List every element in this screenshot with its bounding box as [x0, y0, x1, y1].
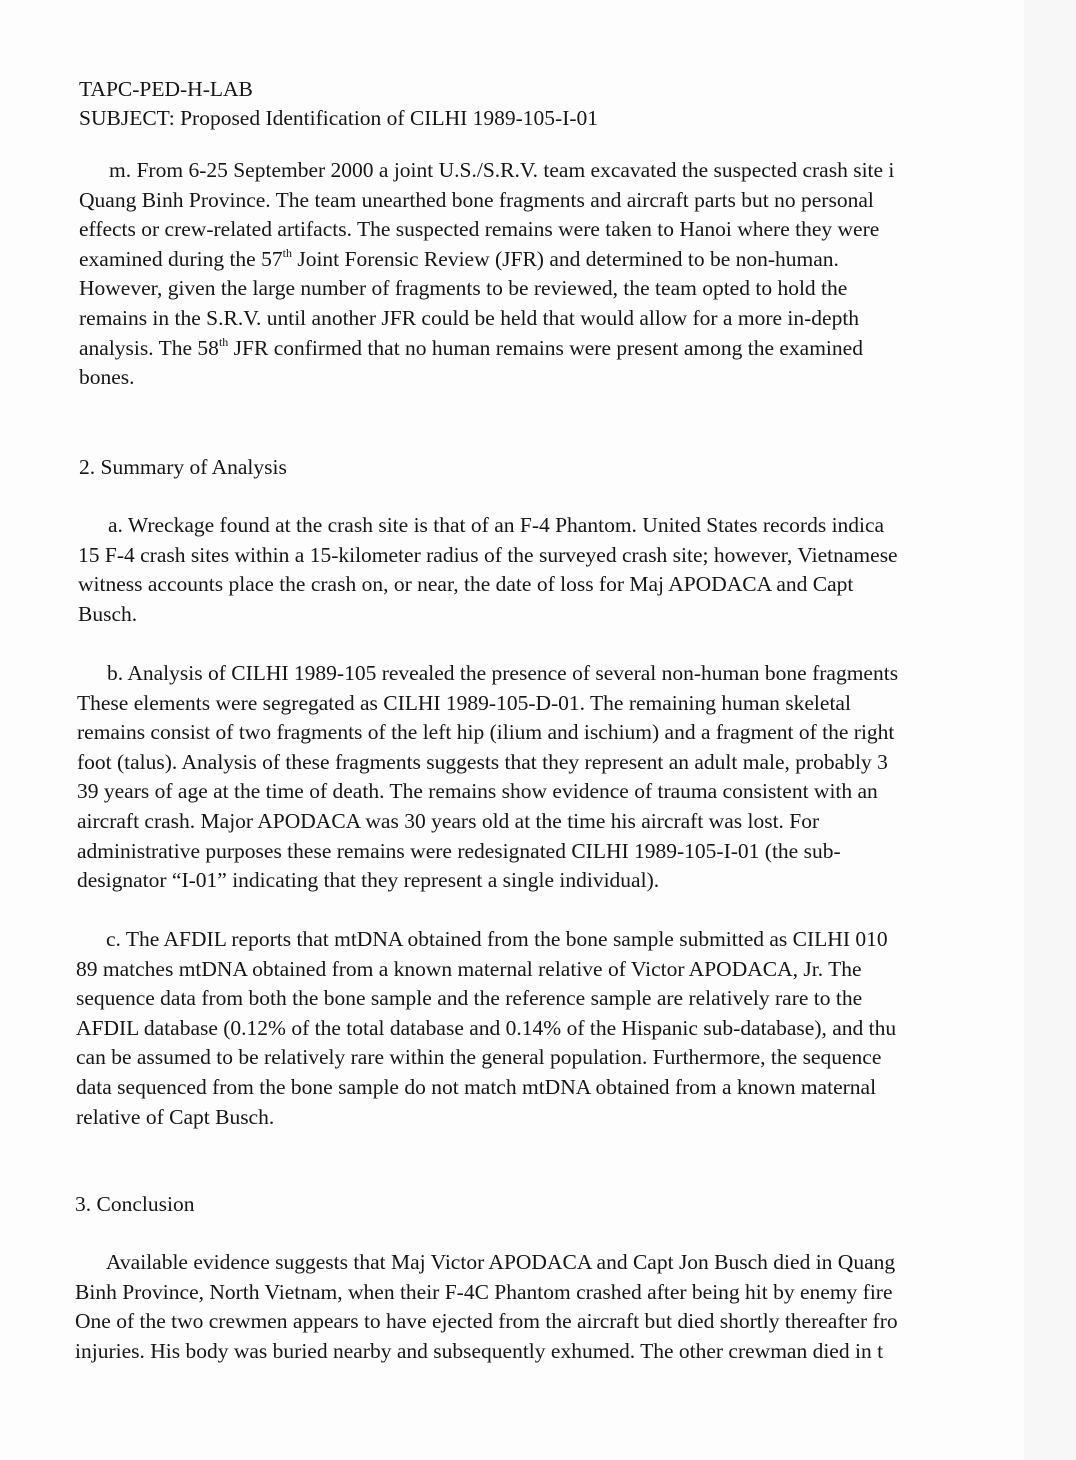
paragraph-a [0, 511, 1076, 629]
paragraph-line: 39 years of age at the time of death. The remains show evidence of trauma consistent with an [77, 779, 878, 804]
section-heading-summary: 2. Summary of Analysis [79, 455, 287, 479]
paragraph-line: designator “I-01” indicating that they represent a single individual). [77, 868, 660, 893]
paragraph-c [0, 925, 1076, 1132]
paragraph-m [0, 156, 1076, 393]
paragraph-line: examined during the 57th Joint Forensic Review (JFR) and determined to be non-human. [79, 245, 839, 271]
paragraph-line: can be assumed to be relatively rare within the general population. Furthermore, the sequence [76, 1045, 882, 1070]
paragraph-b [0, 659, 1076, 896]
paragraph-line: a. Wreckage found at the crash site is that of an F-4 Phantom. United States records indica [108, 513, 885, 537]
paragraph-line: One of the two crewmen appears to have ejected from the aircraft but died shortly thereafter fro [75, 1309, 898, 1334]
office-symbol: TAPC-PED-H-LAB [79, 77, 253, 101]
paragraph-line: remains consist of two fragments of the left hip (ilium and ischium) and a fragment of the right [77, 720, 895, 745]
paragraph-line: Binh Province, North Vietnam, when their F-4C Phantom crashed after being hit by enemy fire [75, 1279, 893, 1304]
paragraph-line: Available evidence suggests that Maj Victor APODACA and Capt Jon Busch died in Quang [106, 1250, 896, 1274]
paragraph-line: injuries. His body was buried nearby and subsequently exhumed. The other crewman died in t [75, 1338, 884, 1363]
paragraph-line: foot (talus). Analysis of these fragments suggests that they represent an adult male, probably 3 [77, 749, 888, 774]
paragraph-line: m. From 6-25 September 2000 a joint U.S./S.R.V. team excavated the suspected crash site i [109, 158, 895, 182]
paragraph-line: bones. [79, 365, 135, 390]
paragraph-line: aircraft crash. Major APODACA was 30 years old at the time his aircraft was lost. For [77, 808, 820, 833]
section-heading-conclusion: 3. Conclusion [75, 1192, 195, 1216]
paragraph-line: Quang Binh Province. The team unearthed bone fragments and aircraft parts but no personal [79, 187, 874, 212]
paragraph-line: administrative purposes these remains were redesignated CILHI 1989-105-I-01 (the sub- [77, 838, 841, 863]
paragraph-line: However, given the large number of fragments to be reviewed, the team opted to hold the [79, 276, 848, 301]
paragraph-line: 15 F-4 crash sites within a 15-kilometer radius of the surveyed crash site; however, Vietnamese [78, 542, 898, 567]
paragraph-line: witness accounts place the crash on, or near, the date of loss for Maj APODACA and Capt [78, 572, 854, 597]
paragraph-line: analysis. The 58th JFR confirmed that no human remains were present among the examined [79, 334, 863, 360]
paragraph-line: remains in the S.R.V. until another JFR could be held that would allow for a more in-depth [79, 305, 860, 330]
subject-line: SUBJECT: Proposed Identification of CILHI 1989-105-I-01 [79, 106, 599, 130]
paragraph-line: Busch. [78, 601, 138, 626]
paragraph-line: sequence data from both the bone sample and the reference sample are relatively rare to the [76, 986, 863, 1011]
paragraph-line: 89 matches mtDNA obtained from a known maternal relative of Victor APODACA, Jr. The [76, 956, 862, 981]
paragraph-line: These elements were segregated as CILHI 1989-105-D-01. The remaining human skeletal [77, 690, 851, 715]
paragraph-line: data sequenced from the bone sample do not match mtDNA obtained from a known maternal [76, 1074, 877, 1099]
paragraph-line: relative of Capt Busch. [76, 1104, 275, 1129]
paragraph-conclusion [0, 1248, 1076, 1366]
paragraph-line: c. The AFDIL reports that mtDNA obtained from the bone sample submitted as CILHI 010 [106, 927, 888, 951]
paragraph-line: effects or crew-related artifacts. The suspected remains were taken to Hanoi where they were [79, 217, 880, 242]
paragraph-line: b. Analysis of CILHI 1989-105 revealed the presence of several non-human bone fragments [107, 661, 899, 685]
paragraph-line: AFDIL database (0.12% of the total database and 0.14% of the Hispanic sub-database), and thu [76, 1015, 897, 1040]
